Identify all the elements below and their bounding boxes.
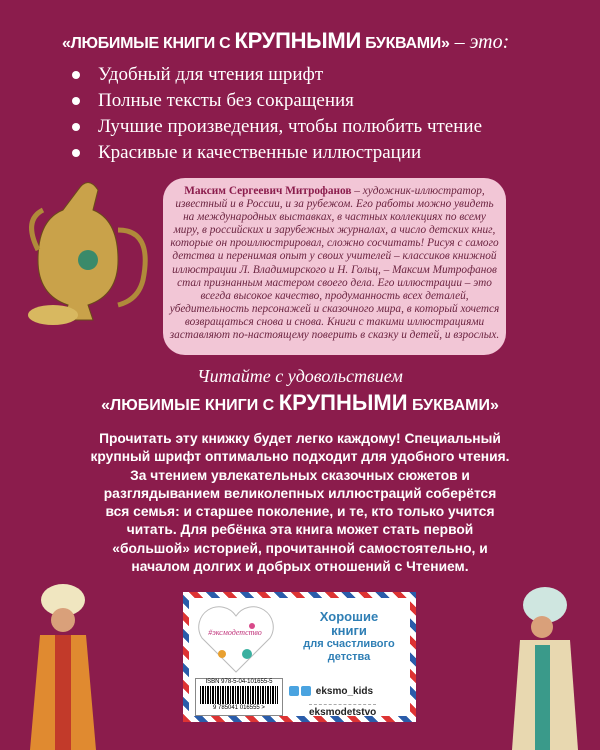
series-header: [62, 28, 509, 54]
read-with-pleasure: Читайте с удовольствием: [197, 366, 403, 386]
series-text-end: БУКВАМИ»: [407, 397, 499, 414]
social-name: eksmo_kids: [315, 686, 374, 697]
header-text-end: БУКВАМИ»: [360, 35, 450, 52]
telegram-icon: [301, 686, 311, 696]
series-title: [0, 390, 600, 416]
illustrator-bio: [163, 178, 506, 355]
header-big-word: КРУПНЫМИ: [234, 28, 361, 53]
barcode: [195, 678, 283, 716]
slogan-line: детства: [327, 651, 371, 663]
header-text: «ЛЮБИМЫЕ КНИГИ С: [62, 35, 235, 52]
site-name: eksmodetstvo: [309, 704, 376, 718]
feature-item: Полные тексты без сокращения: [72, 88, 482, 114]
feature-item: Красивые и качественные иллюстрации: [72, 140, 482, 166]
heart-logo: [197, 604, 275, 674]
header-suffix: – это:: [449, 31, 510, 53]
isbn: ISBN 978-5-04-101655-5: [205, 679, 273, 685]
barcode-digits: 9 785041 016555 >: [213, 705, 265, 711]
slogan-line: для счастливого: [303, 638, 395, 650]
feature-list: [72, 62, 482, 166]
slogan-line: книги: [331, 623, 367, 638]
jug-illustration: [18, 170, 168, 335]
publisher-envelope: [183, 592, 416, 722]
social-handle: [289, 686, 373, 697]
vk-icon: [289, 686, 299, 696]
hashtag: #эксмодетство: [208, 628, 262, 637]
barcode-bars: [200, 686, 278, 704]
sultan-illustration: [25, 580, 100, 750]
illustrator-name: Максим Сергеевич Митрофанов: [184, 185, 352, 197]
series-text: «ЛЮБИМЫЕ КНИГИ С: [101, 397, 279, 414]
feature-item: Удобный для чтения шрифт: [72, 62, 482, 88]
slogan-line: Хорошие: [319, 609, 379, 624]
wizard-illustration: [500, 585, 585, 750]
slogan: [289, 610, 409, 664]
description-paragraph: Прочитать эту книжку будет легко каждому! Специальный крупный шрифт оптимально подходит для удобного чтения. За чтением увлекательных сказочных сюжетов и разглядыванием великолепных иллюстраций соберётся вся семья: и старшее поколение, и те, кто только учится читать. Для ребёнка эта книга может стать первой «большой» историей, прочитанной самостоятельно, и началом долгих и добрых отношений с Чтением.: [90, 431, 510, 575]
series-big-word: КРУПНЫМИ: [278, 390, 408, 415]
bio-text: – художник-иллюстратор, известный и в России, и за рубежом. Его работы можно увидеть на международных выставках, в частных коллекциях по всему миру, в российских и зарубежных журналах, а число детских книг, которые он проиллюстрировал, сложно сосчитать! Рисуя с самого детства и перенимая опыт у своих учителей – классиков книжной иллюстрации Л. Владимирского и Н. Гольц, – Максим Митрофанов стал признанным мастером своего дела. Его иллюстрации – это всегда высокое качество, продуманность всех деталей, убедительность персонажей и сказочного мира, в который хочется возвращаться снова и снова. Книги с такими иллюстрациями заставляют по-настоящему поверить в сказку и детей, и взрослых.: [169, 185, 500, 342]
feature-item: Лучшие произведения, чтобы полюбить чтение: [72, 114, 482, 140]
